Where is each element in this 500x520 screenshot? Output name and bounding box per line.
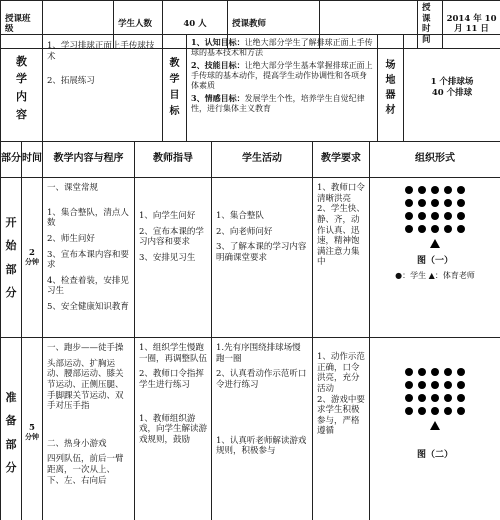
start-guidance-2: 3、安排见习生 — [139, 252, 196, 263]
student-dot-icon — [444, 381, 452, 389]
student-dot-icon — [457, 394, 465, 402]
student-dot-icon — [431, 199, 439, 207]
start-time-unit: 分钟 — [25, 257, 39, 267]
content-item-2: 2、拓展练习 — [47, 76, 95, 87]
prep-guidance-cell — [135, 338, 212, 520]
prep-guidance-1: 2、教师口令指挥学生进行练习 — [139, 369, 204, 390]
col-form: 组织形式 — [370, 142, 500, 178]
student-dot-icon — [405, 199, 413, 207]
goal-skill: 2、技能目标：让绝大部分学生基本掌握排球正面上手传球的基本动作，提高学生动作协调性和各项身体素质 — [191, 60, 373, 90]
student-dot-icon — [418, 186, 426, 194]
class-label: 授课班级 — [1, 1, 43, 49]
student-dot-icon — [457, 225, 465, 233]
time-label: 授课时间 — [418, 1, 443, 49]
start-content-1: 1、集合整队，清点人数 — [47, 207, 129, 229]
student-dot-icon — [418, 368, 426, 376]
student-dot-icon — [444, 212, 452, 220]
prep-formation-dots — [370, 368, 500, 415]
prep-guidance-0: 1、组织学生慢跑一圈，再调整队伍 — [139, 343, 208, 364]
start-guidance-1: 2、宣布本课的学习内容和要求 — [139, 226, 204, 248]
student-dot-icon — [418, 199, 426, 207]
student-dot-icon — [431, 368, 439, 376]
goals-cell — [187, 35, 378, 142]
student-dot-icon — [457, 199, 465, 207]
col-part: 部分 — [1, 142, 22, 178]
start-activity-2: 3、了解本课的学习内容明确课堂要求 — [216, 242, 307, 263]
prep-content-3: 四列队伍，前后一臂距离，一次从上、下、左、右向后 — [47, 454, 124, 486]
prep-time-value: 5 — [29, 422, 35, 433]
prep-requirement: 1、动作示范正确，口令洪亮，充分活动 2、游戏中要求学生积极参与，严格遵循 — [313, 338, 370, 520]
start-content-2: 2、师生问好 — [47, 233, 95, 244]
student-dot-icon — [431, 186, 439, 194]
student-dot-icon — [457, 212, 465, 220]
teacher-marker-icon — [430, 421, 440, 430]
student-dot-icon — [444, 225, 452, 233]
content-label-cell — [1, 35, 43, 142]
student-dot-icon — [444, 394, 452, 402]
column-header-row — [1, 142, 500, 178]
start-content-0: 一、课堂常规 — [47, 183, 99, 193]
prep-form-cell — [370, 338, 500, 520]
start-content-5: 5、安全健康知识教育 — [47, 302, 129, 312]
prep-time-unit: 分钟 — [25, 432, 39, 442]
teacher-marker-icon — [430, 239, 440, 248]
start-activity-0: 1、集合整队 — [216, 211, 264, 221]
prep-content-2: 二、热身小游戏 — [47, 438, 107, 449]
goal-cognitive: 1、认知目标：让绝大部分学生了解排球正面上手传球的基本技术和方法 — [191, 37, 373, 57]
start-requirement: 1、教师口令清晰洪亮 2、学生快、静、齐，动作认真、迅速，精神饱满注意力集中 — [313, 178, 370, 338]
prep-time-cell — [22, 338, 43, 520]
start-time-value: 2 — [29, 247, 35, 258]
col-time: 时间 — [22, 142, 43, 178]
prep-figure-caption: 图（二） — [416, 450, 453, 460]
student-dot-icon — [431, 394, 439, 402]
prep-activity-1: 2、认真看动作示范听口令进行练习 — [216, 369, 307, 390]
venue-label-cell — [378, 35, 404, 142]
col-content: 教学内容与程序 — [43, 142, 135, 178]
student-dot-icon — [457, 407, 465, 415]
content-goals-table — [0, 34, 500, 142]
start-activity-1: 2、向老师问好 — [216, 226, 273, 237]
start-activity-cell — [212, 178, 313, 338]
student-dot-icon — [457, 381, 465, 389]
venue-label: 场地器材 — [385, 60, 396, 116]
prep-section-row — [1, 338, 500, 520]
prep-content-1: 头部运动、扩胸运动、腰部运动、膝关节运动、正侧压腿、手脚踝关节运动、双手对压手指 — [47, 358, 124, 412]
content-item-1: 1、学习排球正面上手传球技术 — [47, 41, 155, 62]
goals-label: 教学目标 — [169, 58, 180, 117]
prep-content-0: 一、跑步——徒手操 — [47, 343, 124, 353]
start-figure-caption: 图（一） — [416, 256, 453, 266]
start-form-cell — [370, 178, 500, 338]
content-items-cell — [43, 35, 163, 142]
time-value: 2014 年 10 月 11 日 — [443, 1, 500, 49]
student-dot-icon — [457, 186, 465, 194]
col-requirement: 教学要求 — [313, 142, 370, 178]
student-dot-icon — [444, 368, 452, 376]
students-label: 学生人数 — [114, 1, 163, 49]
start-guidance-cell — [135, 178, 212, 338]
student-dot-icon — [405, 407, 413, 415]
teacher-label: 授课教师 — [228, 1, 320, 49]
student-dot-icon — [405, 225, 413, 233]
prep-activity-2: 1、认真听老师解读游戏规则，积极参与 — [216, 435, 307, 457]
col-guidance: 教师指导 — [135, 142, 212, 178]
start-section-row — [1, 178, 500, 338]
student-dot-icon — [405, 186, 413, 194]
student-dot-icon — [405, 381, 413, 389]
student-dot-icon — [418, 212, 426, 220]
prep-guidance-2: 1、教师组织游戏，向学生解读游戏规则，鼓励 — [139, 413, 208, 445]
student-dot-icon — [418, 225, 426, 233]
start-content-cell — [43, 178, 135, 338]
start-content-4: 4、检查着装，安排见习生 — [47, 275, 129, 297]
procedure-table — [0, 141, 500, 520]
start-figure-legend: ●：学生 ▲：体育老师 — [395, 271, 475, 281]
start-label: 开始部分 — [5, 216, 17, 299]
student-dot-icon — [444, 407, 452, 415]
prep-activity-cell — [212, 338, 313, 520]
student-dot-icon — [431, 407, 439, 415]
student-dot-icon — [405, 368, 413, 376]
prep-label-cell — [1, 338, 22, 520]
student-dot-icon — [444, 186, 452, 194]
goals-label-cell — [163, 35, 187, 142]
prep-activity-0: 1.先有序围绕排球场慢跑一圈 — [216, 343, 301, 364]
start-formation-dots — [370, 186, 500, 233]
start-time-cell — [22, 178, 43, 338]
prep-content-cell — [43, 338, 135, 520]
content-goals-row — [1, 35, 500, 142]
start-content-3: 3、宣布本课内容和要求 — [47, 249, 129, 271]
start-guidance-0: 1、向学生问好 — [139, 211, 196, 221]
start-label-cell — [1, 178, 22, 338]
student-dot-icon — [418, 381, 426, 389]
student-dot-icon — [444, 199, 452, 207]
student-dot-icon — [431, 225, 439, 233]
student-dot-icon — [418, 407, 426, 415]
student-dot-icon — [431, 381, 439, 389]
col-activity: 学生活动 — [212, 142, 313, 178]
content-label: 教学内容 — [16, 54, 27, 121]
goal-affective: 3、情感目标：发展学生个性，培养学生自觉纪律性，进行集体主义教育 — [191, 93, 365, 113]
students-value: 40 人 — [163, 1, 228, 49]
student-dot-icon — [405, 394, 413, 402]
prep-label: 准备部分 — [5, 391, 17, 474]
student-dot-icon — [431, 212, 439, 220]
student-dot-icon — [418, 394, 426, 402]
student-dot-icon — [457, 368, 465, 376]
student-dot-icon — [405, 212, 413, 220]
venue-value: 1 个排球场 40 个排球 — [404, 35, 500, 142]
